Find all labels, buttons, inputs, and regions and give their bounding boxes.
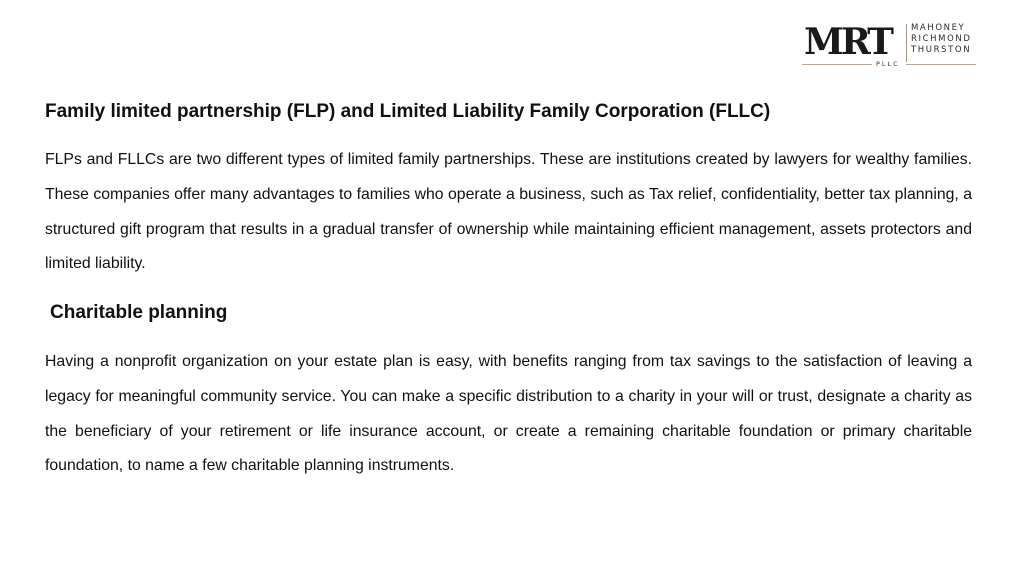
section-heading-charitable: Charitable planning [50,302,228,323]
logo-rule-left [802,64,872,65]
logo-rule-right [906,64,976,65]
logo-name-1: MAHONEY [911,23,966,33]
section-heading-flp: Family limited partnership (FLP) and Limited Liability Family Corporation (FLLC) [45,101,771,122]
logo-name-3: THURSTON [911,45,972,55]
logo-mark: MRT [804,21,891,63]
section-body-flp: FLPs and FLLCs are two different types of limited family partnerships. These are institutions created by lawyers for wealthy families. These companies offer many advantages to families who operate a business, such as Tax relief, confidentiality, better tax planning, a structured gift program that results in a gradual transfer of ownership while maintaining efficient management, assets protectors and limited liability. [45,151,972,273]
firm-logo [802,20,977,72]
section-body-charitable: Having a nonprofit organization on your estate plan is easy, with benefits ranging from tax savings to the satisfaction of leaving a legacy for meaningful community service. You can make a specific distribution to a charity in your will or trust, designate a charity as the beneficiary of your retirement or life insurance account, or create a remaining charitable foundation or primary charitable foundation, to name a few charitable planning instruments. [45,353,972,475]
logo-suffix: PLLC [876,60,900,68]
logo-firm-names [911,23,971,56]
logo-name-2: RICHMOND [911,34,972,44]
logo-divider [906,24,907,62]
